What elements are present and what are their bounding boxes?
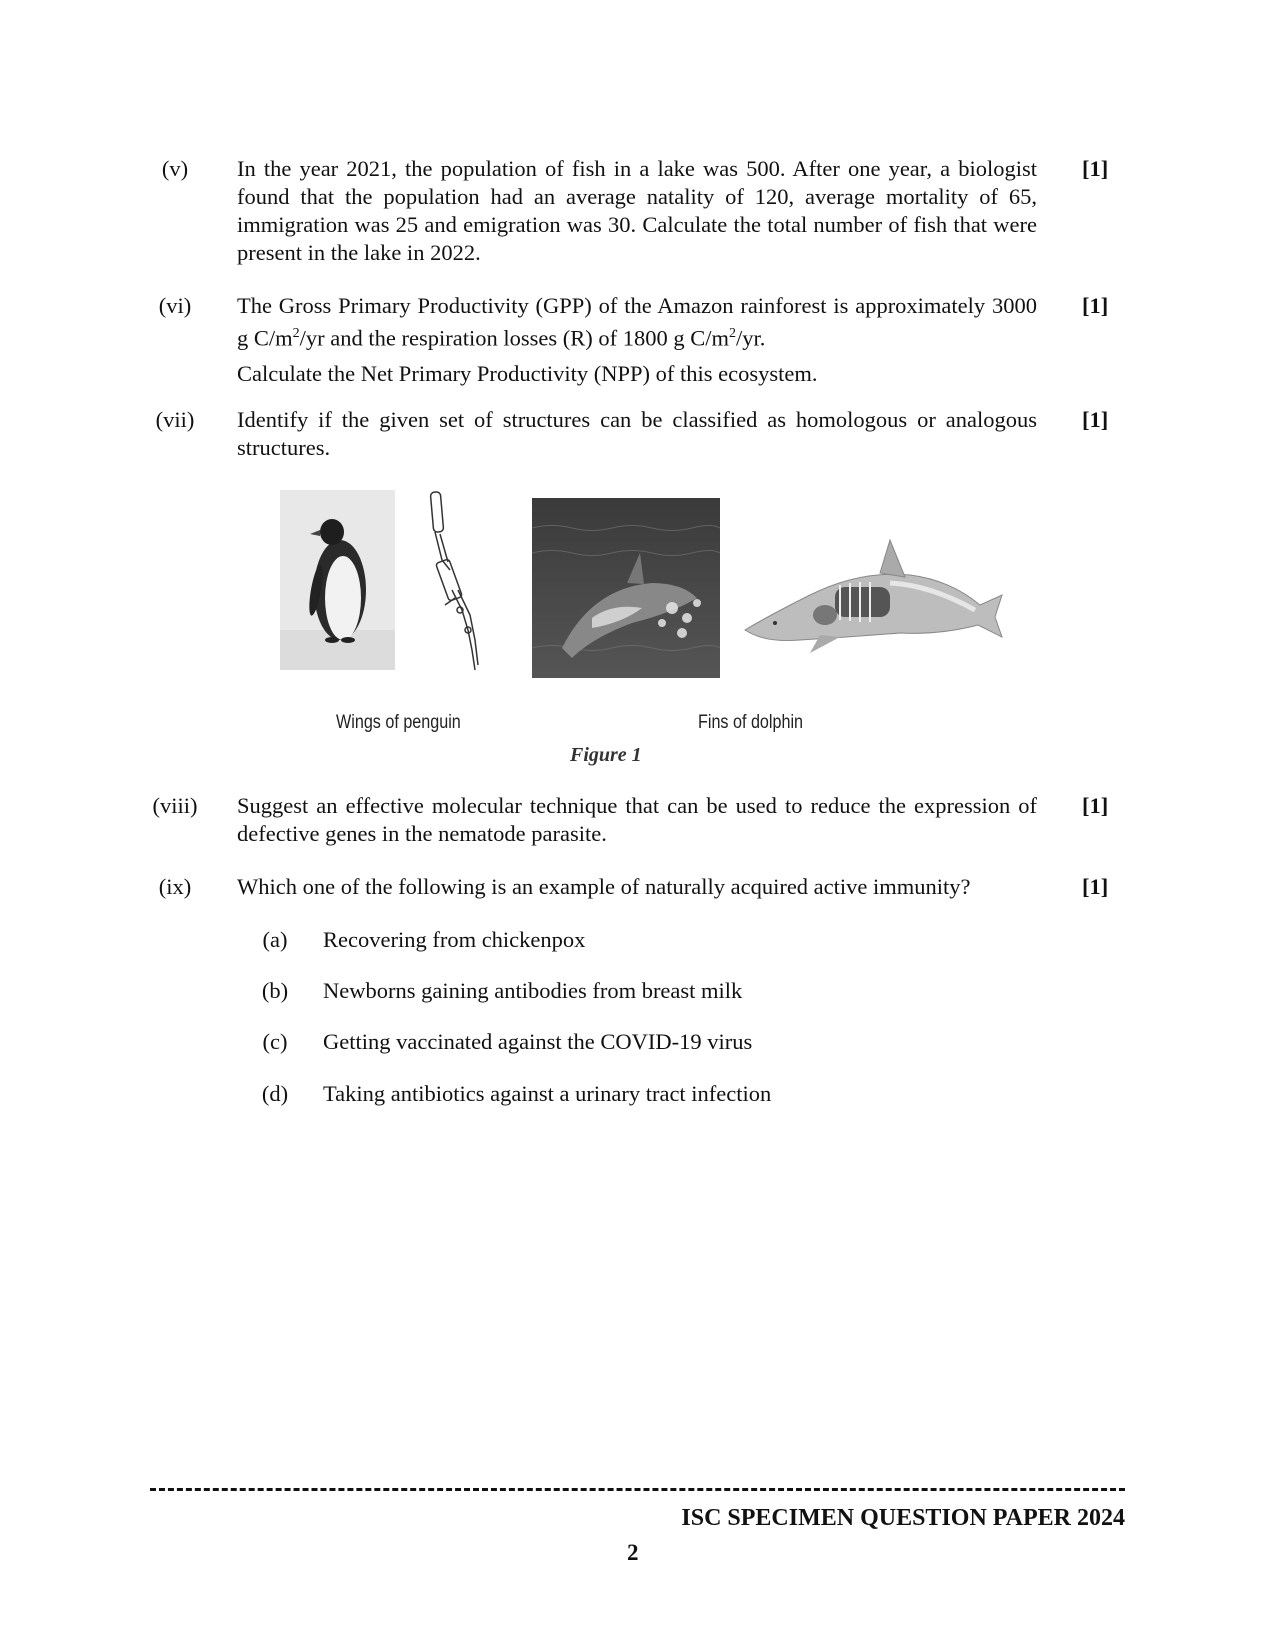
- penguin-photo: [280, 490, 395, 670]
- option-letter: (a): [262, 927, 288, 952]
- question-text: [237, 292, 1037, 388]
- option-text: Taking antibiotics against a urinary tract infection: [323, 1081, 772, 1106]
- option-letter: (d): [261, 1081, 289, 1106]
- question-text: Suggest an effective molecular technique that can be used to reduce the expression of defective genes in the nematode parasite.: [237, 793, 1037, 846]
- question-number: (vi): [158, 293, 192, 318]
- figure-label-dolphin: Fins of dolphin: [698, 712, 804, 733]
- marks-badge: [1]: [1082, 874, 1109, 899]
- marks-badge: [1]: [1082, 793, 1109, 818]
- question-text-part: Calculate the Net Primary Productivity (NPP) of this ecosystem.: [237, 360, 818, 386]
- footer-title: ISC SPECIMEN QUESTION PAPER 2024: [681, 1505, 1125, 1531]
- option-text: Newborns gaining antibodies from breast milk: [323, 978, 743, 1003]
- question-number: (viii): [152, 793, 198, 818]
- penguin-wing-skeleton: [420, 490, 490, 675]
- question-number: (v): [161, 156, 189, 181]
- question-text: In the year 2021, the population of fish in a lake was 500. After one year, a biologist found that the population had an average natality of 120, average mortality of 65, immigration was 25 and emigration was 30. Calculate the total number of fish that were present in the lake in 2022.: [237, 156, 1037, 265]
- footer-divider: [150, 1488, 1125, 1491]
- question-text-part: /yr.: [735, 325, 766, 351]
- marks-badge: [1]: [1082, 156, 1109, 181]
- figure-label-penguin: Wings of penguin: [336, 712, 461, 733]
- superscript: 2: [728, 326, 736, 341]
- question-text-part: /yr and the respiration losses (R) of 1800 g C/m: [299, 325, 729, 351]
- marks-badge: [1]: [1082, 407, 1109, 432]
- page-number: 2: [627, 1540, 639, 1565]
- dolphin-photo: [532, 498, 720, 678]
- marks-badge: [1]: [1082, 293, 1109, 318]
- dolphin-anatomy-diagram: [740, 525, 1010, 655]
- question-text: Which one of the following is an example of naturally acquired active immunity?: [237, 874, 971, 899]
- question-text-part: The Gross Primary Productivity (GPP) of the Amazon rainforest is approximately 3000 g C/m: [237, 293, 1037, 351]
- question-number: (ix): [158, 874, 192, 899]
- question-number: (vii): [155, 407, 195, 432]
- question-text: Identify if the given set of structures can be classified as homologous or analogous structures.: [237, 407, 1037, 460]
- figure-1: [280, 490, 1050, 770]
- option-letter: (c): [262, 1029, 288, 1054]
- figure-caption: Figure 1: [570, 744, 642, 766]
- option-letter: (b): [261, 978, 289, 1003]
- option-text: Getting vaccinated against the COVID-19 virus: [323, 1029, 753, 1054]
- option-text: Recovering from chickenpox: [323, 927, 586, 952]
- superscript: 2: [292, 326, 300, 341]
